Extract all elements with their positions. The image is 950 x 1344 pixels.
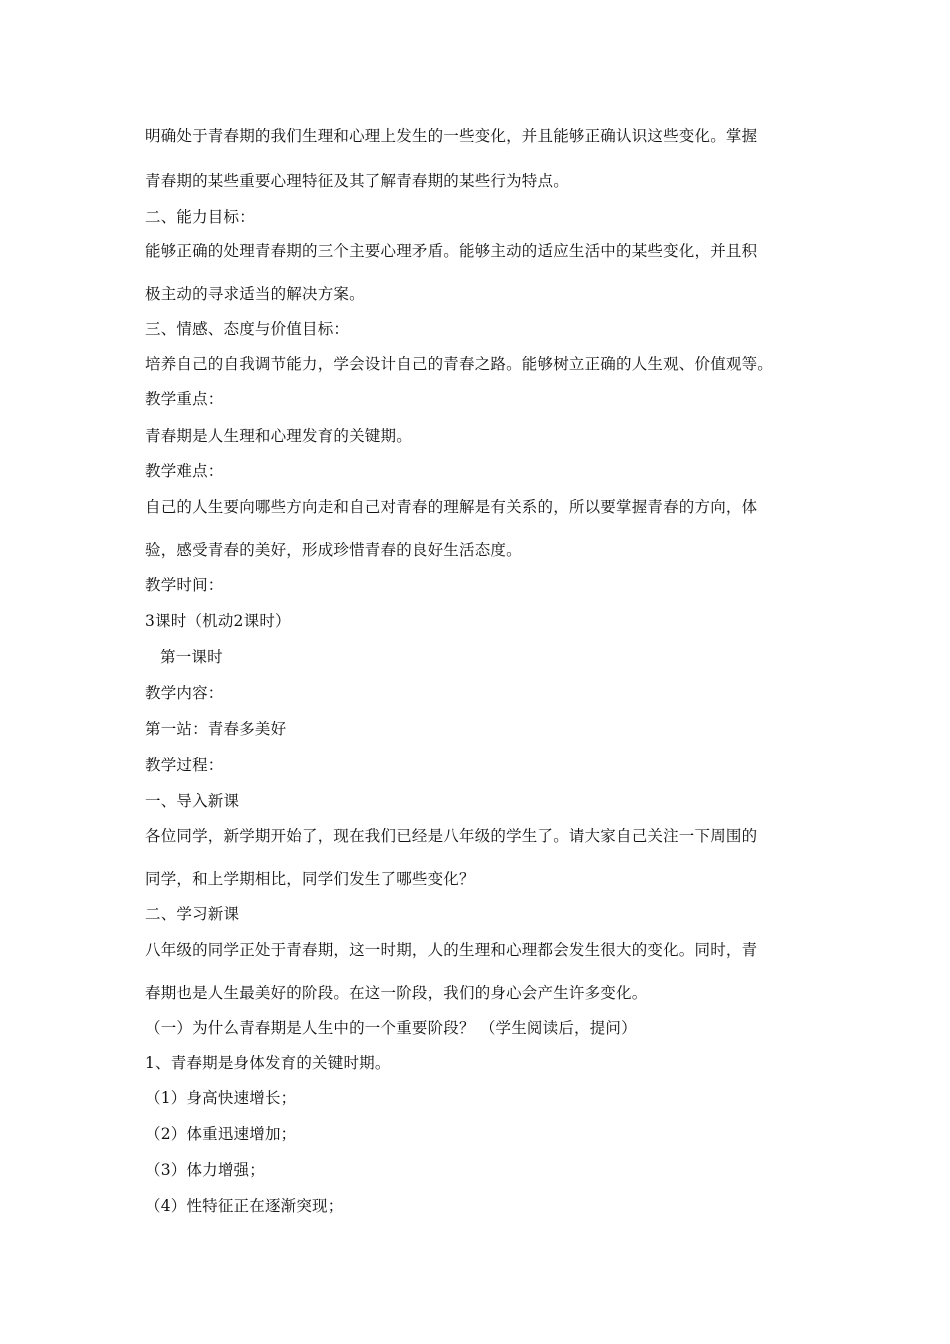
list-item: （1）身高快速增长；: [145, 1089, 297, 1107]
paragraph-line: 青春期是人生理和心理发育的关键期。: [145, 427, 412, 445]
paragraph-line: 培养自己的自我调节能力，学会设计自己的青春之路。能够树立正确的人生观、价值观等。: [145, 355, 774, 373]
section-heading: 三、情感、态度与价值目标：: [145, 320, 350, 338]
list-item: （2）体重迅速增加；: [145, 1125, 297, 1143]
section-heading: 二、能力目标：: [145, 208, 255, 226]
section-heading: 教学难点：: [145, 462, 224, 480]
lesson-title: 第一课时: [160, 648, 223, 666]
section-heading: 一、导入新课: [145, 792, 240, 810]
section-heading: 教学过程：: [145, 756, 224, 774]
paragraph-line: 能够正确的处理青春期的三个主要心理矛盾。能够主动的适应生活中的某些变化，并且积: [145, 242, 758, 260]
paragraph-line: 各位同学，新学期开始了，现在我们已经是八年级的学生了。请大家自己关注一下周围的: [145, 827, 758, 845]
section-heading: 教学内容：: [145, 684, 224, 702]
paragraph-line: 同学，和上学期相比，同学们发生了哪些变化？: [145, 870, 475, 888]
paragraph-line: 自己的人生要向哪些方向走和自己对青春的理解是有关系的，所以要掌握青春的方向，体: [145, 498, 758, 516]
paragraph-line: 春期也是人生最美好的阶段。在这一阶段，我们的身心会产生许多变化。: [145, 984, 648, 1002]
paragraph-line: 极主动的寻求适当的解决方案。: [145, 285, 365, 303]
question-line: （一）为什么青春期是人生中的一个重要阶段？ （学生阅读后，提问）: [145, 1019, 637, 1037]
list-item: 1、青春期是身体发育的关键时期。: [145, 1054, 391, 1072]
paragraph-line: 验，感受青春的美好，形成珍惜青春的良好生活态度。: [145, 541, 522, 559]
paragraph-line: 3课时（机动2课时）: [145, 612, 291, 630]
section-heading: 教学重点：: [145, 390, 224, 408]
section-heading: 二、学习新课: [145, 905, 240, 923]
list-item: （3）体力增强；: [145, 1161, 265, 1179]
paragraph-line: 八年级的同学正处于青春期，这一时期，人的生理和心理都会发生很大的变化。同时，青: [145, 941, 758, 959]
list-item: （4）性特征正在逐渐突现；: [145, 1197, 344, 1215]
paragraph-line: 第一站：青春多美好: [145, 720, 287, 738]
paragraph-line: 明确处于青春期的我们生理和心理上发生的一些变化，并且能够正确认识这些变化。掌握: [145, 127, 758, 145]
section-heading: 教学时间：: [145, 576, 224, 594]
paragraph-line: 青春期的某些重要心理特征及其了解青春期的某些行为特点。: [145, 172, 569, 190]
